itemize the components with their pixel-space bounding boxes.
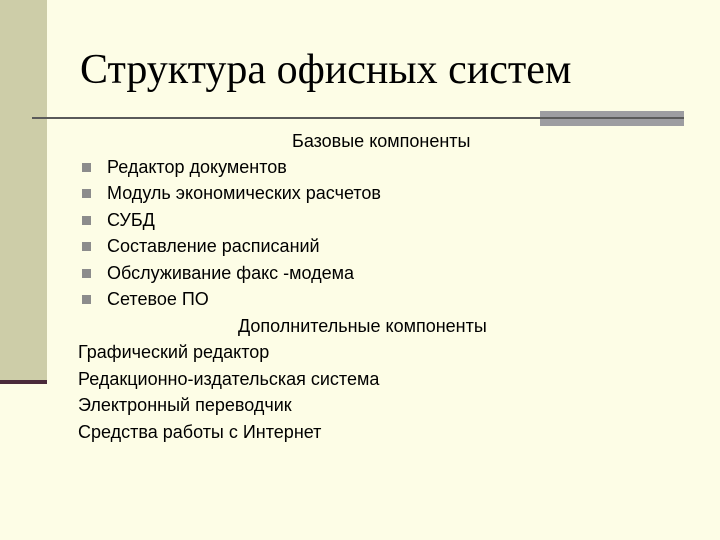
base-components-heading: Базовые компоненты bbox=[292, 131, 471, 151]
square-bullet-icon bbox=[82, 163, 91, 172]
list-item: Редакционно-издательская система bbox=[78, 368, 380, 389]
left-band-edge bbox=[0, 380, 47, 384]
slide-title: Структура офисных систем bbox=[80, 47, 572, 93]
list-item: Обслуживание факс -модема bbox=[82, 260, 381, 286]
square-bullet-icon bbox=[82, 216, 91, 225]
extra-components-heading: Дополнительные компоненты bbox=[238, 316, 487, 336]
list-item: Электронный переводчик bbox=[78, 395, 292, 416]
extra-components-list bbox=[78, 339, 379, 445]
base-components-list bbox=[82, 154, 381, 312]
square-bullet-icon bbox=[82, 189, 91, 198]
list-item: Редактор документов bbox=[82, 154, 381, 180]
square-bullet-icon bbox=[82, 242, 91, 251]
list-item: Составление расписаний bbox=[82, 233, 381, 259]
title-divider-accent bbox=[540, 111, 684, 126]
title-divider-line bbox=[32, 117, 540, 119]
left-decorative-band bbox=[0, 0, 47, 383]
list-item: Графический редактор bbox=[78, 342, 270, 362]
list-item: Сетевое ПО bbox=[82, 286, 381, 312]
square-bullet-icon bbox=[82, 269, 91, 278]
list-item: Средства работы с Интернет bbox=[78, 421, 322, 442]
square-bullet-icon bbox=[82, 295, 91, 304]
list-item: Модуль экономических расчетов bbox=[82, 180, 381, 206]
list-item: СУБД bbox=[82, 207, 381, 233]
